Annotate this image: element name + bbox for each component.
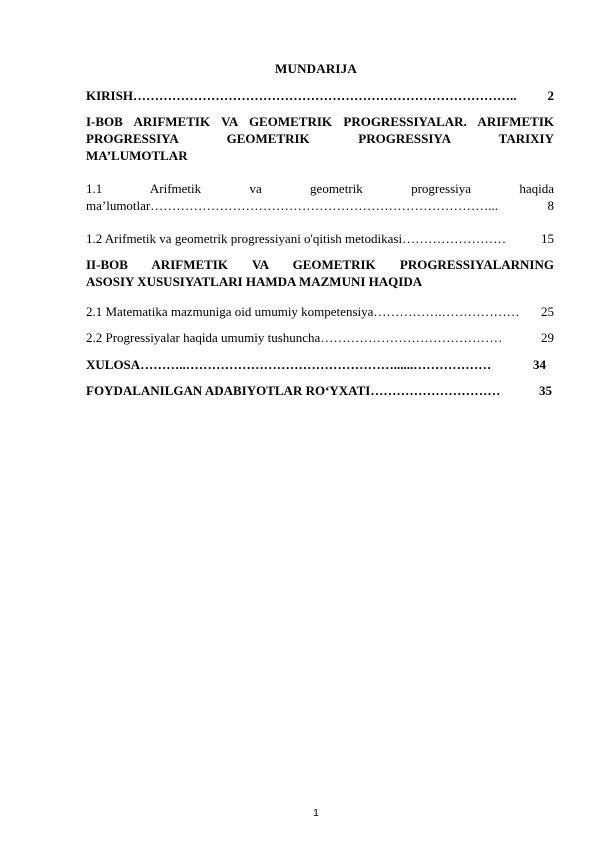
toc-entry-label: ASOSIY XUSUSIYATLARI HAMDA MAZMUNI HAQIDA bbox=[86, 274, 423, 289]
toc-entry-1-1[interactable] bbox=[86, 180, 554, 214]
toc-leader-dots: …………………… bbox=[402, 231, 507, 246]
toc-entry-label: MA’LUMOTLAR bbox=[86, 148, 188, 163]
toc-leader-dots: ………………………… bbox=[370, 383, 501, 398]
toc-entry-label: 1.2 Arifmetik va geometrik progressiyani o'qitish metodikasi bbox=[86, 231, 403, 246]
toc-entry-2-2[interactable] bbox=[86, 329, 554, 346]
toc-page-number: 29 bbox=[541, 330, 554, 345]
toc-entry-bob-2[interactable] bbox=[86, 256, 554, 290]
page-number: 1 bbox=[313, 808, 319, 819]
toc-entry-2-1[interactable] bbox=[86, 303, 554, 320]
toc-entry-xulosa[interactable] bbox=[86, 356, 546, 373]
toc-entry-label: ma’lumotlar bbox=[86, 198, 151, 213]
toc-page-number: 8 bbox=[547, 198, 554, 213]
toc-entry-label: I-BOB ARIFMETIK VA GEOMETRIK PROGRESSIYALAR. ARIFMETIK bbox=[86, 114, 554, 129]
toc-leader-dots: …………….……………… bbox=[373, 304, 520, 319]
toc-entry-1-2[interactable] bbox=[86, 230, 554, 247]
toc-entry-label: 1.1 Arifmetik va geometrik progressiya haqida bbox=[86, 181, 554, 196]
toc-page-number: 25 bbox=[541, 304, 554, 319]
toc-entry-label: PROGRESSIYA GEOMETRIK PROGRESSIYA TARIXIY bbox=[86, 131, 554, 146]
toc-entry-adabiyotlar[interactable] bbox=[86, 382, 552, 399]
toc-leader-dots: …………………………………………………………………………….. bbox=[132, 88, 517, 103]
toc-leader-dots: …………………………………… bbox=[320, 330, 503, 345]
toc-page-number: 15 bbox=[541, 231, 554, 246]
toc-entry-label: KIRISH bbox=[86, 88, 133, 103]
toc-entry-label: II-BOB ARIFMETIK VA GEOMETRIK PROGRESSIYALARNING bbox=[86, 257, 554, 272]
toc-entry-label: 2.2 Progressiyalar haqida umumiy tushuncha bbox=[86, 330, 321, 345]
toc-leader-dots: ……………………………………………………………………... bbox=[150, 198, 499, 213]
toc-page-number: 34 bbox=[533, 357, 546, 372]
toc-page-number: 35 bbox=[539, 383, 552, 398]
page-title: MUNDARIJA bbox=[275, 61, 357, 76]
toc-entry-label: 2.1 Matematika mazmuniga oid umumiy kompetensiya bbox=[86, 304, 374, 319]
toc-page-number: 2 bbox=[547, 88, 554, 103]
toc-entry-kirish[interactable] bbox=[86, 87, 554, 104]
toc-leader-dots: ………..…………………………………………......……………… bbox=[140, 357, 492, 372]
toc-entry-label: FOYDALANILGAN ADABIYOTLAR RO‘YXATI bbox=[86, 383, 371, 398]
toc-entry-label: XULOSA bbox=[86, 357, 141, 372]
toc-entry-bob-1[interactable] bbox=[86, 113, 554, 164]
